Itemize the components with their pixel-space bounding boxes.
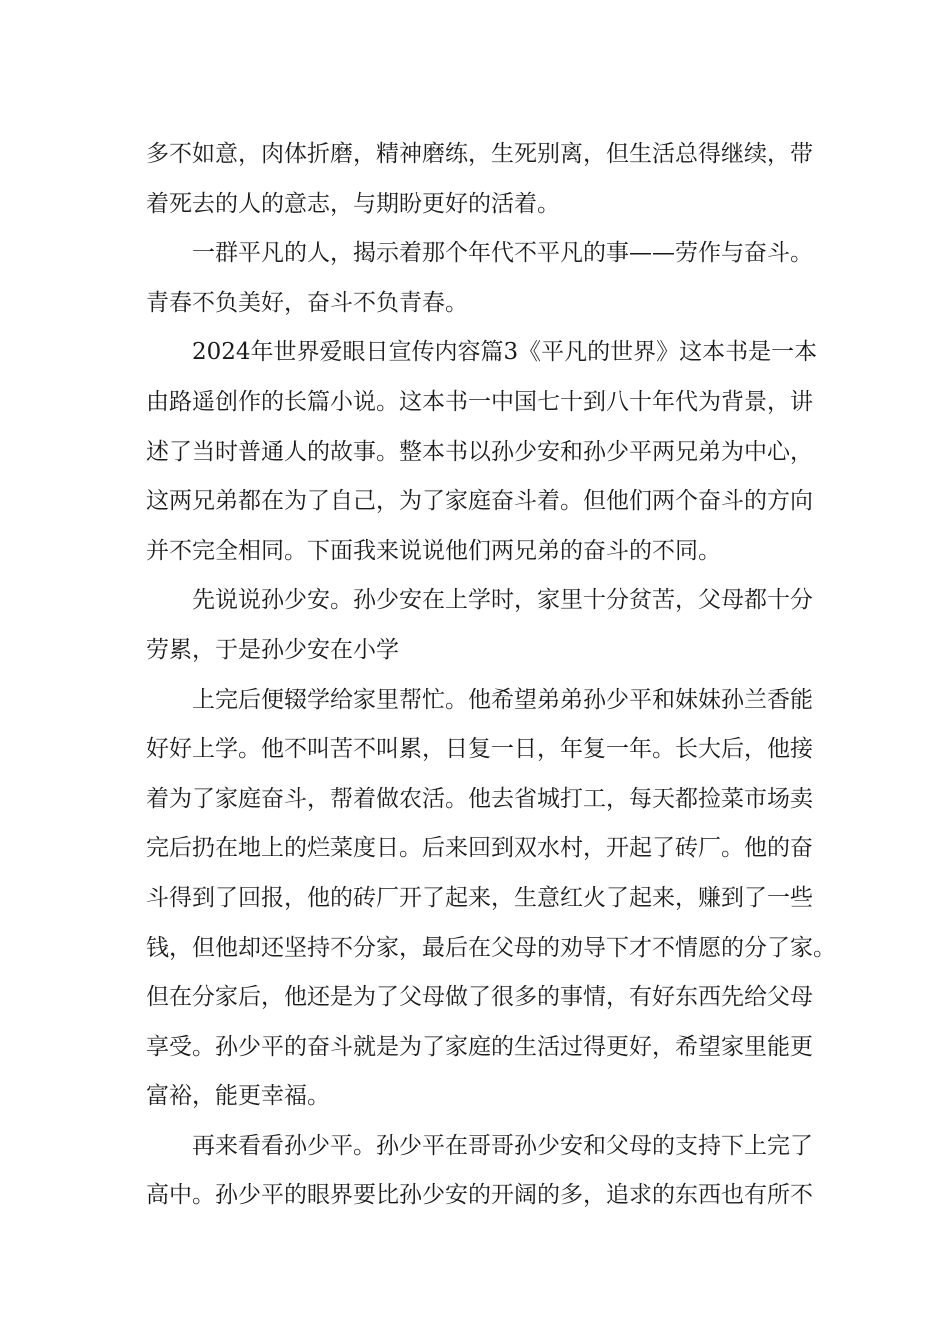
text-line: 享受。孙少平的奋斗就是为了家庭的生活过得更好，希望家里能更 bbox=[146, 1033, 813, 1060]
text-line: 高中。孙少平的眼界要比孙少安的开阔的多，追求的东西也有所不 bbox=[146, 1182, 813, 1209]
text-line: 钱，但他却还坚持不分家，最后在父母的劝导下才不情愿的分了家。 bbox=[146, 934, 836, 961]
text-line: 再来看看孙少平。孙少平在哥哥孙少安和父母的支持下上完了 bbox=[146, 1132, 813, 1159]
text-line: 一群平凡的人，揭示着那个年代不平凡的事——劳作与奋斗。 bbox=[146, 240, 813, 267]
text-line: 2024年世界爱眼日宣传内容篇3《平凡的世界》这本书是一本 bbox=[146, 339, 818, 366]
text-line: 先说说孙少安。孙少安在上学时，家里十分贫苦，父母都十分 bbox=[146, 587, 813, 614]
text-line: 上完后便辍学给家里帮忙。他希望弟弟孙少平和妹妹孙兰香能 bbox=[146, 686, 813, 713]
text-line: 完后扔在地上的烂菜度日。后来回到双水村，开起了砖厂。他的奋 bbox=[146, 835, 813, 862]
text-line: 青春不负美好，奋斗不负青春。 bbox=[146, 289, 468, 316]
text-line: 这两兄弟都在为了自己，为了家庭奋斗着。但他们两个奋斗的方向 bbox=[146, 488, 813, 515]
text-line: 多不如意，肉体折磨，精神磨练，生死别离，但生活总得继续，带 bbox=[146, 141, 813, 167]
text-line: 好好上学。他不叫苦不叫累，日复一日，年复一年。长大后，他接 bbox=[146, 736, 813, 763]
text-line: 由路遥创作的长篇小说。这本书一中国七十到八十年代为背景，讲 bbox=[146, 388, 813, 415]
text-line: 着为了家庭奋斗，帮着做农活。他去省城打工，每天都捡菜市场卖 bbox=[146, 785, 813, 812]
text-line: 斗得到了回报，他的砖厂开了起来，生意红火了起来，赚到了一些 bbox=[146, 884, 813, 911]
text-line: 着死去的人的意志，与期盼更好的活着。 bbox=[146, 190, 560, 217]
text-line: 述了当时普通人的故事。整本书以孙少安和孙少平两兄弟为中心， bbox=[146, 438, 813, 465]
body-text bbox=[146, 130, 836, 1221]
text-line: 但在分家后，他还是为了父母做了很多的事情，有好东西先给父母 bbox=[146, 984, 813, 1011]
text-line: 并不完全相同。下面我来说说他们两兄弟的奋斗的不同。 bbox=[146, 537, 721, 564]
text-line: 富裕，能更幸福。 bbox=[146, 1083, 330, 1110]
text-line: 劳累，于是孙少安在小学 bbox=[146, 636, 399, 663]
